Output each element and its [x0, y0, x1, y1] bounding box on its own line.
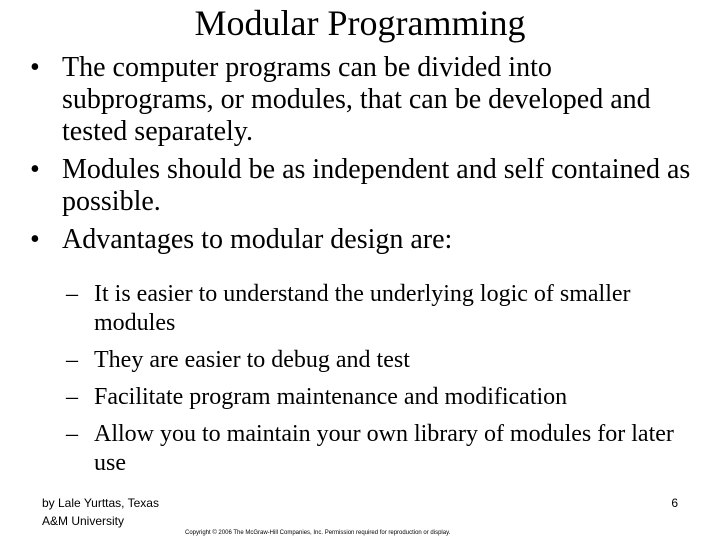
sub-bullet-text: They are easier to debug and test: [94, 347, 410, 373]
slide-title: Modular Programming: [194, 3, 526, 43]
bullet-marker: •: [30, 154, 40, 185]
bullet-list: [30, 52, 700, 262]
page-number: 6: [671, 496, 678, 510]
sub-bullet-text: Facilitate program maintenance and modification: [94, 384, 568, 410]
bullet-text: Modules should be as independent and self contained as possible.: [62, 154, 691, 217]
sub-bullet-marker: –: [66, 281, 78, 307]
sub-bullet-list: [66, 280, 696, 486]
bullet-item: [30, 154, 700, 218]
sub-bullet-marker: –: [66, 421, 78, 447]
sub-bullet-text: Allow you to maintain your own library of modules for later use: [94, 421, 674, 476]
bullet-item: [30, 224, 700, 256]
sub-bullet-item: [66, 420, 696, 478]
bullet-text: Advantages to modular design are:: [62, 224, 453, 255]
sub-bullet-text: It is easier to understand the underlying logic of smaller modules: [94, 281, 631, 336]
sub-bullet-item: [66, 346, 696, 375]
copyright-notice: Copyright © 2006 The McGraw-Hill Companies, Inc. Permission required for reproduction or display.: [185, 530, 451, 536]
footer-author-line: by Lale Yurttas, Texas: [42, 496, 159, 510]
bullet-text: The computer programs can be divided into subprograms, or modules, that can be developed and tested separately.: [62, 52, 651, 147]
footer-author-line: A&M University: [42, 514, 125, 528]
bullet-marker: •: [30, 52, 40, 83]
sub-bullet-item: [66, 280, 696, 338]
footer-author: [42, 494, 159, 530]
sub-bullet-marker: –: [66, 347, 78, 373]
bullet-marker: •: [30, 224, 40, 255]
sub-bullet-marker: –: [66, 384, 78, 410]
bullet-item: [30, 52, 700, 148]
sub-bullet-item: [66, 383, 696, 412]
